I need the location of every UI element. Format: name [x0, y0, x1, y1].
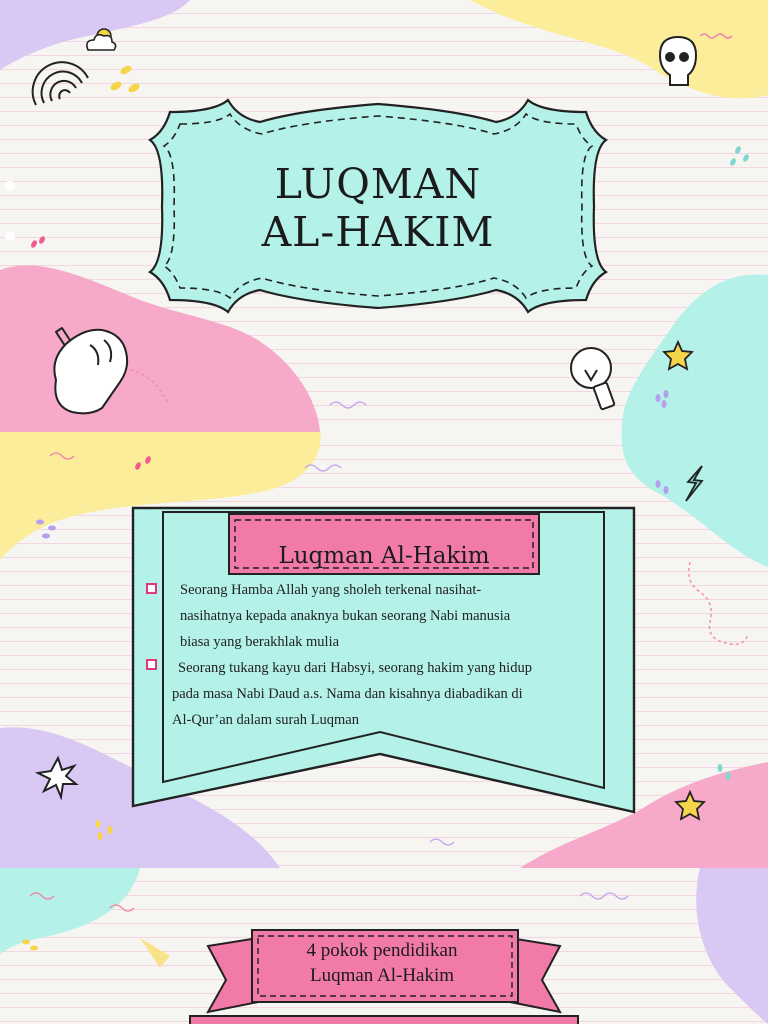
bullet-2-line-3: Al-Qur’an dalam surah Luqman: [172, 712, 359, 728]
lightbulb-icon: [571, 348, 615, 410]
ribbon-line-2: Luqman Al-Hakim: [309, 965, 455, 986]
bullet-checkbox-2: [146, 659, 157, 670]
title-line-1: LUQMAN: [274, 160, 482, 208]
slide-title: [0, 0, 768, 432]
bullet-2-line-1: Seorang tukang kayu dari Habsyi, seorang hakim yang hidup: [178, 660, 532, 676]
presentation-title: [150, 160, 606, 256]
bullet-1-line-3: biasa yang berakhlak mulia: [180, 634, 340, 650]
bullet-1-line-2: nasihatnya kepada anaknya bukan seorang Nabi manusia: [180, 608, 511, 624]
bullet-1-line-1: Seorang Hamba Allah yang sholeh terkenal nasihat-: [180, 582, 482, 598]
ribbon-title: [262, 938, 502, 988]
slide2-decoration: [0, 432, 768, 868]
slide-description: [0, 432, 768, 868]
title-line-2: AL-HAKIM: [261, 208, 495, 256]
rainbow-icon: [33, 62, 88, 105]
bullet-checkbox-1: [146, 583, 157, 594]
content-heading: Luqman Al-Hakim: [278, 543, 490, 569]
ribbon-line-1: 4 pokok pendidikan: [306, 940, 458, 961]
bullet-2-line-2: pada masa Nabi Daud a.s. Nama dan kisahnya diabadikan di: [172, 686, 523, 702]
